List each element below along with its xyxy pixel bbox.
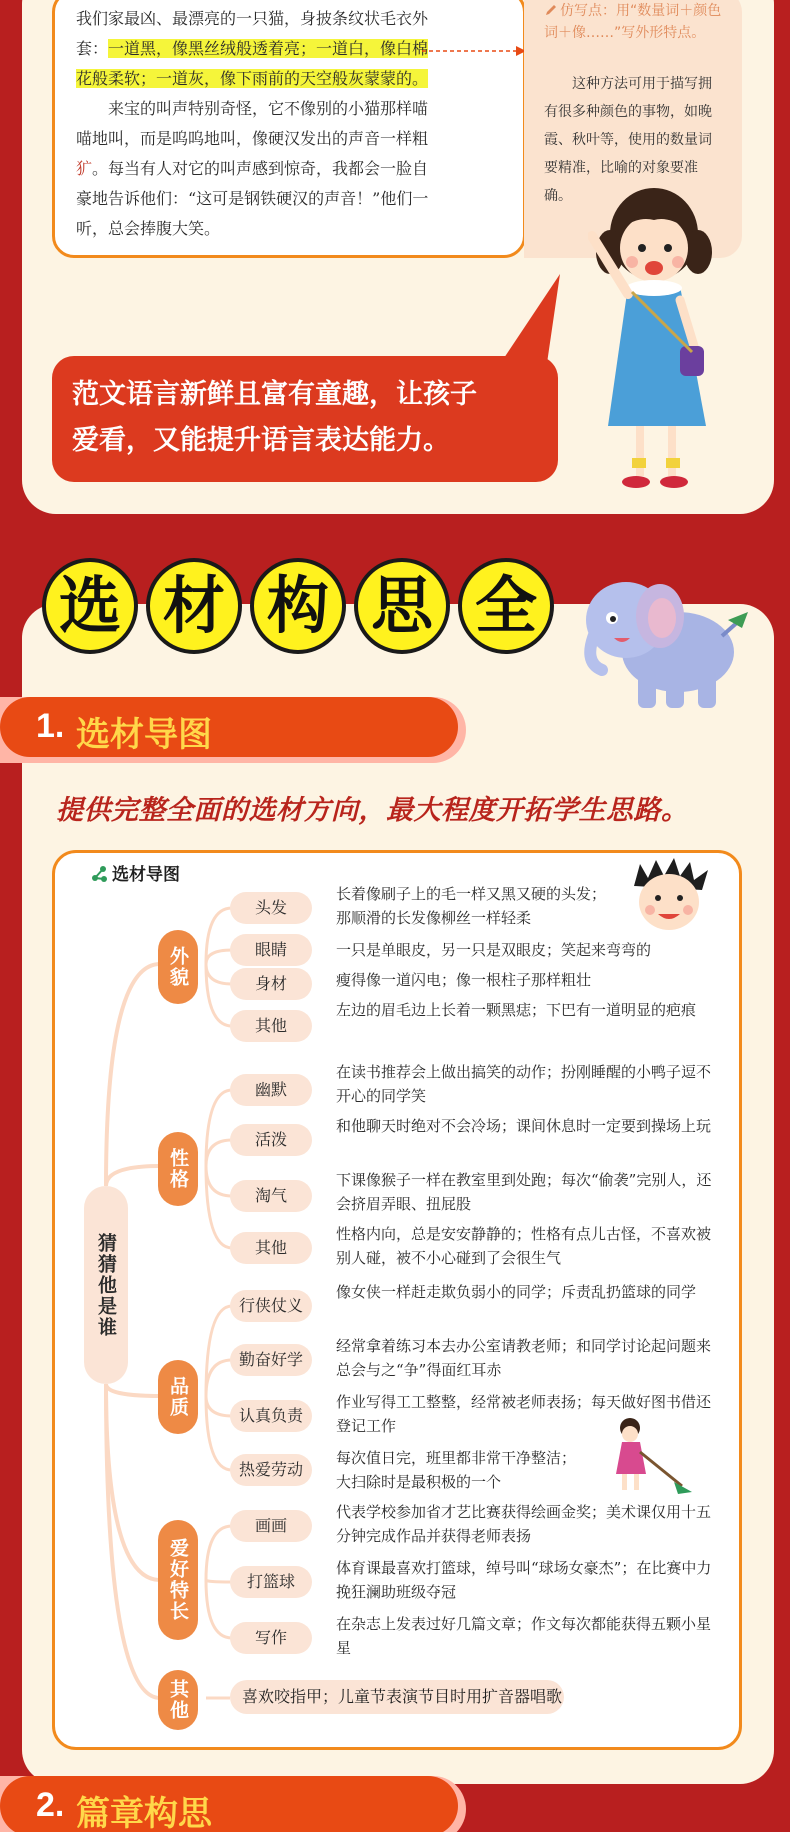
- highlighted-phrase: 花般柔软；一道灰，像下雨前的天空般灰蒙蒙的。: [76, 69, 429, 88]
- section2-number: 2.: [36, 1786, 65, 1824]
- essay-line: 豪地告诉他们：“这可是钢铁硬汉的声音！”他们一: [76, 189, 429, 208]
- category-hobbies: 爱好特长: [158, 1520, 198, 1640]
- section1-label: 选材导图: [76, 715, 212, 755]
- subnode-writing: 写作: [230, 1622, 312, 1654]
- desc-diligent: 经常拿着练习本去办公室请教老师；和同学讨论起问题来总会与之“争”得面红耳赤: [336, 1337, 712, 1379]
- subnode-naughty: 淘气: [230, 1180, 312, 1212]
- desc-other-appearance: 左边的眉毛边上长着一颗黑痣；下巴有一道明显的疤痕: [336, 1001, 697, 1019]
- essay-line: 喵地叫，而是呜呜地叫，像硬汉发出的声音一样粗: [76, 129, 429, 148]
- mindmap-root-node: 猜猜他是谁: [84, 1186, 128, 1384]
- desc-lively: 和他聊天时绝对不会冷场；课间休息时一定要到操场上玩: [336, 1117, 712, 1135]
- desc-basketball: 体育课最喜欢打篮球，绰号叫“球场女豪杰”；在比赛中力挽狂澜助班级夺冠: [336, 1559, 712, 1601]
- note-body-text: 这种方法可用于描写拥有很多种颜色的事物，如晚霞、秋叶等，使用的数量词要精准，比喻的对象要准确。: [544, 76, 712, 204]
- desc-hardworking: 每次值日完，班里都非常干净整洁；大扫除时是最积极的一个: [336, 1449, 577, 1491]
- annotated-word: 犷: [76, 159, 93, 178]
- section2-pill: [0, 1776, 458, 1832]
- section2-label: 篇章构思: [76, 1794, 212, 1832]
- subnode-hair: 头发: [230, 892, 312, 924]
- subnode-responsible: 认真负责: [230, 1400, 312, 1432]
- note-heading-text: 仿写点：用“数量词＋颜色词＋像……”写外形特点。: [544, 3, 722, 41]
- title-char: 选: [42, 558, 138, 654]
- bubble-line: 爱看，又能提升语言表达能力。: [72, 425, 450, 456]
- section1-subtitle: 提供完整全面的选材方向，最大程度开拓学生思路。: [56, 795, 689, 826]
- sweeping-girl-illustration: [594, 1416, 694, 1496]
- desc-responsible: 作业写得工工整整，经常被老师表扬；每天做好图书借还登记工作: [336, 1393, 712, 1435]
- desc-naughty: 下课像猴子一样在教室里到处跑；每次“偷袭”完别人，还会挤眉弄眼、扭屁股: [336, 1171, 712, 1213]
- subnode-humor: 幽默: [230, 1074, 312, 1106]
- essay-line: 来宝的叫声特别奇怪，它不像别的小猫那样喵: [108, 99, 429, 118]
- subnode-basketball: 打篮球: [230, 1566, 312, 1598]
- subnode-other-personality: 其他: [230, 1232, 312, 1264]
- category-personality: 性格: [158, 1132, 198, 1206]
- desc-figure: 瘦得像一道闪电；像一根柱子那样粗壮: [336, 971, 592, 989]
- subnode-hardworking: 热爱劳动: [230, 1454, 312, 1486]
- desc-drawing: 代表学校参加省才艺比赛获得绘画金奖；美术课仅用十五分钟完成作品并获得老师表扬: [336, 1503, 712, 1545]
- desc-hair: 长着像刷子上的毛一样又黑又硬的头发；那顺滑的长发像柳丝一样轻柔: [336, 885, 607, 927]
- boy-illustration: [624, 856, 714, 936]
- essay-line: 我们家最凶、最漂亮的一只猫，身披条纹状毛衣外: [76, 9, 429, 28]
- section2-header: [0, 1776, 466, 1832]
- highlighted-phrase: 一道黑，像黑丝绒般透着亮；一道白，像白棉: [108, 39, 429, 58]
- title-char: 材: [146, 558, 242, 654]
- subnode-other-appearance: 其他: [230, 1010, 312, 1042]
- essay-line: 听，总会捧腹大笑。: [76, 219, 221, 238]
- desc-other-personality: 性格内向，总是安安静静的；性格有点儿古怪，不喜欢被别人碰，被不小心碰到了会很生气: [336, 1225, 712, 1267]
- bubble-line: 范文语言新鲜且富有童趣，让孩子: [72, 379, 477, 410]
- subnode-diligent: 勤奋好学: [230, 1344, 312, 1376]
- subnode-chivalrous: 行侠仗义: [230, 1290, 312, 1322]
- other-description-pill: 喜欢咬指甲；儿童节表演节目时用扩音器唱歌: [230, 1680, 564, 1714]
- section1-number: 1.: [36, 707, 65, 745]
- mindmap-title-text: 选材导图: [112, 865, 180, 885]
- essay-line: 套：: [76, 39, 109, 58]
- title-char: 构: [250, 558, 346, 654]
- essay-line: 。每当有人对它的叫声感到惊奇，我都会一脸自: [92, 159, 429, 178]
- desc-writing: 在杂志上发表过好几篇文章；作文每次都能获得五颗小星星: [336, 1615, 712, 1657]
- title-char: 全: [458, 558, 554, 654]
- subnode-eyes: 眼睛: [230, 934, 312, 966]
- desc-chivalrous: 像女侠一样赶走欺负弱小的同学；斥责乱扔篮球的同学: [336, 1283, 697, 1301]
- desc-humor: 在读书推荐会上做出搞笑的动作；扮刚睡醒的小鸭子逗不开心的同学笑: [336, 1063, 712, 1105]
- title-char: 思: [354, 558, 450, 654]
- category-appearance: 外貌: [158, 930, 198, 1004]
- subnode-lively: 活泼: [230, 1124, 312, 1156]
- category-other: 其他: [158, 1670, 198, 1730]
- subnode-drawing: 画画: [230, 1510, 312, 1542]
- desc-eyes: 一只是单眼皮，另一只是双眼皮；笑起来弯弯的: [336, 941, 652, 959]
- category-quality: 品质: [158, 1360, 198, 1434]
- subnode-figure: 身材: [230, 968, 312, 1000]
